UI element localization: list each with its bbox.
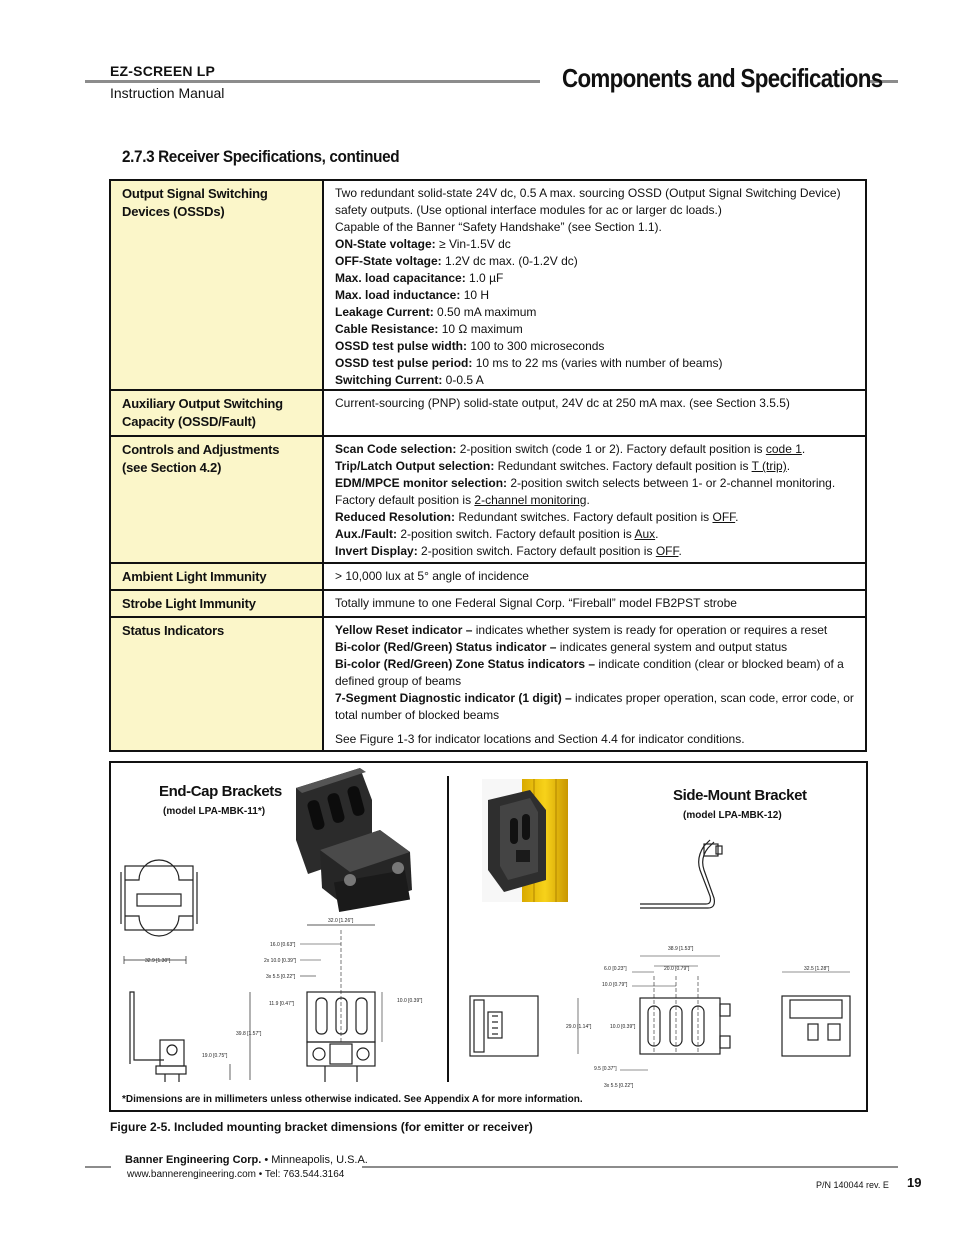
dim-label: 38.9 [1.53"] xyxy=(668,946,694,952)
manual-type: Instruction Manual xyxy=(110,85,225,101)
dim-label: 20.0 [0.79"] xyxy=(664,966,690,972)
dim-label: 39.8 [1.57"] xyxy=(236,1031,262,1037)
ossd-item: OSSD test pulse width: 100 to 300 microseconds xyxy=(335,339,605,353)
dim-label: 3x 5.5 [0.22"] xyxy=(266,974,296,980)
dim-label: 6.0 [0.23"] xyxy=(604,966,627,972)
endcap-top-view xyxy=(121,860,197,936)
endcap-bracket-photo xyxy=(296,768,412,912)
ossd-handshake: Capable of the Banner “Safety Handshake” (see Section 1.1). xyxy=(335,220,662,234)
dim-label: 32.5 [1.28"] xyxy=(804,966,830,972)
control-item: Invert Display: 2-position switch. Factory default position is OFF. xyxy=(335,544,682,558)
spec-value: Current-sourcing (PNP) solid-state output, 24V dc at 250 mA max. (see Section 3.5.5) xyxy=(323,390,866,436)
spec-label: Ambient Light Immunity xyxy=(110,563,323,590)
figure-caption: Figure 2-5. Included mounting bracket dimensions (for emitter or receiver) xyxy=(110,1120,533,1134)
ossd-item: Cable Resistance: 10 Ω maximum xyxy=(335,322,523,336)
control-item: Trip/Latch Output selection: Redundant switches. Factory default position is T (trip). xyxy=(335,459,791,473)
dim-label: 10.0 [0.39"] xyxy=(397,998,423,1004)
side-mount-model: (model LPA-MBK-12) xyxy=(683,810,782,821)
footer-company: Banner Engineering Corp. • Minneapolis, U.S.A. xyxy=(125,1154,368,1166)
control-item: Aux./Fault: 2-position switch. Factory default position is Aux. xyxy=(335,527,659,541)
status-item: 7-Segment Diagnostic indicator (1 digit) – indicates proper operation, scan code, error code, or total number of blocked beams xyxy=(335,691,854,722)
side-mount-profile xyxy=(640,840,722,908)
ossd-item: Switching Current: 0-0.5 A xyxy=(335,373,484,387)
ossd-item: OFF-State voltage: 1.2V dc max. (0-1.2V dc) xyxy=(335,254,578,268)
dim-label: 2x 10.0 [0.39"] xyxy=(264,958,297,964)
page-title: Components and Specifications xyxy=(562,63,883,93)
dim-label: 3x 5.5 [0.22"] xyxy=(604,1083,634,1089)
dim-label: 16.0 [0.63"] xyxy=(270,942,296,948)
ossd-item: OSSD test pulse period: 10 ms to 22 ms (varies with number of beams) xyxy=(335,356,723,370)
control-item: Scan Code selection: 2-position switch (code 1 or 2). Factory default position is code 1. xyxy=(335,442,806,456)
side-mount-front-view-center xyxy=(578,956,730,1070)
side-mount-front-view-right xyxy=(782,972,850,1056)
status-item: Bi-color (Red/Green) Status indicator – indicates general system and output status xyxy=(335,640,788,654)
dim-label: 29.0 [1.14"] xyxy=(566,1024,592,1030)
status-see: See Figure 1-3 for indicator locations and Section 4.4 for indicator conditions. xyxy=(335,732,745,746)
footer-rule-left xyxy=(85,1166,111,1168)
dim-label: 9.5 [0.37"] xyxy=(594,1066,617,1072)
endcap-front-view xyxy=(300,925,382,1082)
ossd-item: ON-State voltage: ≥ Vin-1.5V dc xyxy=(335,237,511,251)
side-mount-photo xyxy=(482,779,568,902)
spec-label: Status Indicators xyxy=(110,617,323,751)
status-item: Yellow Reset indicator – indicates whether system is ready for operation or requires a reset xyxy=(335,623,828,637)
ossd-item: Max. load capacitance: 1.0 µF xyxy=(335,271,504,285)
dim-label: 10.0 [0.79"] xyxy=(602,982,628,988)
spec-label: Strobe Light Immunity xyxy=(110,590,323,617)
spec-label: Controls and Adjustments (see Section 4.2) xyxy=(110,436,323,563)
page-number: 19 xyxy=(907,1175,922,1190)
control-item: EDM/MPCE monitor selection: 2-position switch selects between 1- or 2-channel monitoring. Factory default position is 2-channel monitoring. xyxy=(335,476,836,507)
dim-label: 11.9 [0.47"] xyxy=(269,1001,295,1007)
spec-value: Totally immune to one Federal Signal Corp. “Fireball” model FB2PST strobe xyxy=(323,590,866,617)
spec-label: Auxiliary Output Switching Capacity (OSSD/Fault) xyxy=(110,390,323,436)
part-number: P/N 140044 rev. E xyxy=(816,1180,889,1190)
ossd-intro: Two redundant solid-state 24V dc, 0.5 A max. sourcing OSSD (Output Signal Switching Device) safety outputs. (Use optional interface modules for ac or larger dc loads.) xyxy=(335,186,841,217)
spec-value: > 10,000 lux at 5° angle of incidence xyxy=(323,563,866,590)
endcap-title: End-Cap Brackets xyxy=(159,783,282,800)
section-heading: 2.7.3 Receiver Specifications, continued xyxy=(122,147,400,166)
endcap-model: (model LPA-MBK-11*) xyxy=(163,806,266,817)
side-mount-front-view-left xyxy=(470,996,538,1056)
product-name: EZ-SCREEN LP xyxy=(110,63,216,79)
footer-contact: www.bannerengineering.com • Tel: 763.544.3164 xyxy=(127,1169,345,1180)
footer-rule-right xyxy=(362,1166,898,1168)
endcap-side-view xyxy=(124,956,250,1082)
dimension-note: *Dimensions are in millimeters unless otherwise indicated. See Appendix A for more information. xyxy=(122,1094,583,1105)
dim-label: 32.9 [1.30"] xyxy=(145,958,171,964)
status-item: Bi-color (Red/Green) Zone Status indicators – indicate condition (clear or blocked beam) of a defined group of beams xyxy=(335,657,844,688)
ossd-item: Leakage Current: 0.50 mA maximum xyxy=(335,305,537,319)
dim-label: 19.0 [0.75"] xyxy=(202,1053,228,1059)
side-mount-title: Side-Mount Bracket xyxy=(673,787,807,804)
control-item: Reduced Resolution: Redundant switches. Factory default position is OFF. xyxy=(335,510,739,524)
dim-label: 32.0 [1.26"] xyxy=(328,918,354,924)
spec-label: Output Signal Switching Devices (OSSDs) xyxy=(110,180,323,390)
dim-label: 10.0 [0.39"] xyxy=(610,1024,636,1030)
ossd-item: Max. load inductance: 10 H xyxy=(335,288,490,302)
